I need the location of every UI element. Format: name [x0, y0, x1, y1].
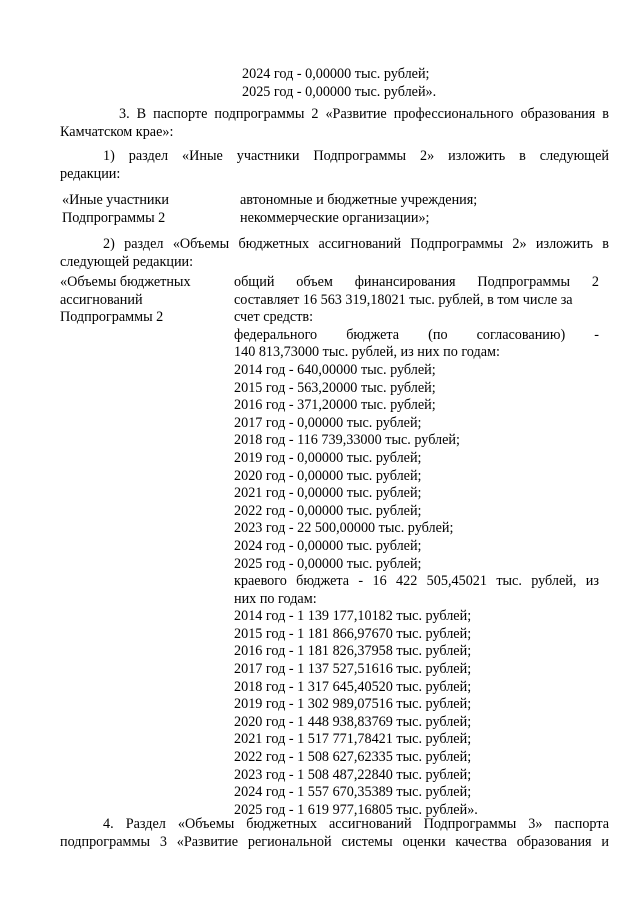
- other-participants-value: автономные и бюджетные учреждения; некоммерческие организации»;: [240, 192, 478, 226]
- federal-year-row: 2023 год - 22 500,00000 тыс. рублей;: [234, 520, 454, 537]
- sub-1-line-1: 1) раздел «Иные участники Подпрограммы 2» изложить в следующей: [103, 148, 609, 164]
- budget-allocations-value: [234, 274, 599, 819]
- budget-allocations-label: «Объемы бюджетных ассигнований Подпрограммы 2: [60, 274, 191, 326]
- federal-year-row: 2018 год - 116 739,33000 тыс. рублей;: [234, 432, 460, 449]
- sub-2-line-2: следующей редакции:: [60, 254, 194, 270]
- regional-year-row: 2022 год - 1 508 627,62335 тыс. рублей;: [234, 749, 472, 766]
- sub-2-line-1: 2) раздел «Объемы бюджетных ассигнований Подпрограммы 2» изложить в: [103, 236, 609, 252]
- regional-year-row: 2023 год - 1 508 487,22840 тыс. рублей;: [234, 766, 472, 783]
- funding-sources-label: счет средств:: [234, 309, 314, 326]
- federal-budget-amount: 140 813,73000 тыс. рублей, из них по годам:: [234, 344, 500, 361]
- federal-year-row: 2015 год - 563,20000 тыс. рублей;: [234, 379, 436, 396]
- regional-year-row: 2014 год - 1 139 177,10182 тыс. рублей;: [234, 608, 472, 625]
- total-funding-line: общий объем финансирования Подпрограммы 2: [234, 274, 599, 290]
- total-funding-amount: составляет 16 563 319,18021 тыс. рублей, в том числе за: [234, 291, 573, 308]
- federal-year-row: 2024 год - 0,00000 тыс. рублей;: [234, 537, 422, 554]
- regional-year-row: 2017 год - 1 137 527,51616 тыс. рублей;: [234, 661, 472, 678]
- federal-year-row: 2021 год - 0,00000 тыс. рублей;: [234, 485, 422, 502]
- item-3-line-1: 3. В паспорте подпрограммы 2 «Развитие профессионального образования в: [119, 106, 609, 122]
- federal-year-row: 2016 год - 371,20000 тыс. рублей;: [234, 397, 436, 414]
- item-3-line-2: Камчатском крае»:: [60, 124, 174, 140]
- regional-years-list: [234, 608, 599, 819]
- top-line-2024: 2024 год - 0,00000 тыс. рублей;: [242, 66, 430, 82]
- federal-year-row: 2020 год - 0,00000 тыс. рублей;: [234, 467, 422, 484]
- item-4-line-1: 4. Раздел «Объемы бюджетных ассигнований Подпрограммы 3» паспорта: [103, 816, 609, 832]
- top-line-2025: 2025 год - 0,00000 тыс. рублей».: [242, 84, 437, 100]
- regional-year-row: 2021 год - 1 517 771,78421 тыс. рублей;: [234, 731, 472, 748]
- federal-year-row: 2019 год - 0,00000 тыс. рублей;: [234, 449, 422, 466]
- federal-year-row: 2017 год - 0,00000 тыс. рублей;: [234, 414, 422, 431]
- regional-year-row: 2015 год - 1 181 866,97670 тыс. рублей;: [234, 625, 472, 642]
- federal-year-row: 2014 год - 640,00000 тыс. рублей;: [234, 361, 436, 378]
- federal-budget-line: федерального бюджета (по согласованию) -: [234, 326, 599, 343]
- regional-budget-by-year-label: них по годам:: [234, 590, 317, 607]
- regional-year-row: 2019 год - 1 302 989,07516 тыс. рублей;: [234, 696, 472, 713]
- regional-budget-line: краевого бюджета - 16 422 505,45021 тыс. рублей, из: [234, 573, 599, 590]
- regional-year-row: 2024 год - 1 557 670,35389 тыс. рублей;: [234, 784, 472, 801]
- federal-year-row: 2025 год - 0,00000 тыс. рублей;: [234, 555, 422, 572]
- regional-year-row: 2025 год - 1 619 977,16805 тыс. рублей».: [234, 801, 478, 818]
- regional-year-row: 2016 год - 1 181 826,37958 тыс. рублей;: [234, 643, 472, 660]
- item-4-line-2: подпрограммы 3 «Развитие региональной системы оценки качества образования и: [60, 834, 609, 850]
- other-participants-label: «Иные участники Подпрограммы 2: [62, 192, 170, 226]
- sub-1-line-2: редакции:: [60, 166, 121, 182]
- federal-years-list: [234, 362, 599, 573]
- regional-year-row: 2018 год - 1 317 645,40520 тыс. рублей;: [234, 678, 472, 695]
- federal-year-row: 2022 год - 0,00000 тыс. рублей;: [234, 502, 422, 519]
- regional-year-row: 2020 год - 1 448 938,83769 тыс. рублей;: [234, 713, 472, 730]
